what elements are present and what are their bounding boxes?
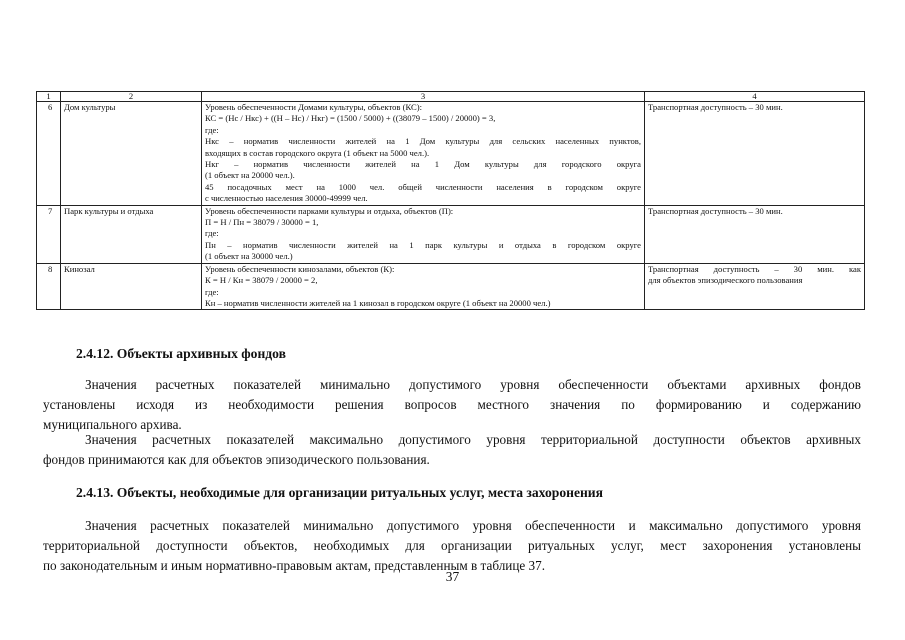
text-line: 45 посадочных мест на 1000 чел. общей численности населения в городском округе: [205, 181, 641, 192]
header-cell: 2: [61, 92, 202, 102]
text-line: где:: [205, 286, 219, 297]
object-name: Парк культуры и отдыха: [61, 205, 202, 263]
accessibility-cell: [645, 263, 865, 310]
table-row: [37, 205, 865, 263]
provision-cell: [202, 263, 645, 310]
text-line: Пн – норматив численности жителей на 1 парк культуры и отдыха в городском округе: [205, 239, 641, 250]
formula-line: КС = (Нс / Нкс) + ((Н – Нс) / Нкг) = (1500 / 5000) + ((38079 – 1500) / 20000) = 3,: [205, 113, 496, 124]
page-number: 37: [445, 569, 460, 584]
table-row: [37, 102, 865, 206]
text-line: (1 объект на 30000 чел.): [205, 251, 293, 262]
header-cell: 3: [202, 92, 645, 102]
text-line: где:: [205, 124, 219, 135]
text-line: Нкс – норматив численности жителей на 1 Дом культуры для сельских населенных пунктов,: [205, 136, 641, 147]
header-cell: 4: [645, 92, 865, 102]
paragraph: [43, 430, 861, 470]
paragraph: [43, 516, 861, 575]
provision-cell: [202, 205, 645, 263]
table-header-row: [37, 92, 865, 102]
paragraph-line: фондов принимаются как для объектов эпизодического пользования.: [43, 451, 430, 467]
norms-table: [36, 91, 865, 310]
paragraph-line: Значения расчетных показателей максимально допустимого уровня территориальной доступности объектов архивных: [85, 432, 861, 447]
row-number: 8: [37, 263, 61, 310]
header-cell: 1: [37, 92, 61, 102]
object-name: Дом культуры: [61, 102, 202, 206]
text-line: входящих в состав городского округа (1 объект на 5000 чел.).: [205, 147, 430, 158]
paragraph-line: Значения расчетных показателей минимально допустимого уровня обеспеченности и максимально допустимого уровня: [85, 518, 861, 533]
text-line: Уровень обеспеченности Домами культуры, объектов (КС):: [205, 102, 422, 112]
paragraph-line: территориальной доступности объектов, необходимых для организации ритуальных услуг, мест захоронения установлены: [43, 537, 861, 553]
text-line: Кн – норматив численности жителей на 1 кинозал в городском округе (1 объект на 20000 чел.): [205, 297, 551, 308]
formula-line: П = Н / Пн = 38079 / 30000 = 1,: [205, 217, 319, 228]
row-number: 6: [37, 102, 61, 206]
paragraph: [43, 375, 861, 434]
text-line: Транспортная доступность – 30 мин.: [648, 102, 783, 112]
text-line: с численностью населения 30000-49999 чел.: [205, 193, 368, 204]
text-line: для объектов эпизодического пользования: [648, 275, 803, 286]
paragraph-line: муниципального архива.: [43, 416, 182, 432]
table-row: [37, 263, 865, 310]
object-name: Кинозал: [61, 263, 202, 310]
text-line: Уровень обеспеченности кинозалами, объектов (К):: [205, 263, 395, 274]
text-line: (1 объект на 20000 чел.).: [205, 170, 295, 181]
text-line: Транспортная доступность – 30 мин. как: [648, 263, 861, 274]
text-line: где:: [205, 228, 219, 239]
text-line: Нкг – норматив численности жителей на 1 Дом культуры для городского округа: [205, 159, 641, 170]
row-number: 7: [37, 205, 61, 263]
paragraph-line: установлены исходя из необходимости решения вопросов местного значения по формированию и содержанию: [43, 396, 861, 412]
paragraph-line: по законодательным и иным нормативно-правовым актам, представленным в таблице 37.: [43, 557, 546, 573]
formula-line: К = Н / Кн = 38079 / 20000 = 2,: [205, 275, 318, 286]
provision-cell: [202, 102, 645, 206]
accessibility-cell: [645, 205, 865, 263]
section-heading-archives: 2.4.12. Объекты архивных фондов: [76, 346, 286, 361]
accessibility-cell: [645, 102, 865, 206]
text-line: Уровень обеспеченности парками культуры и отдыха, объектов (П):: [205, 205, 454, 216]
section-heading-ritual-services: 2.4.13. Объекты, необходимые для организации ритуальных услуг, места захоронения: [76, 485, 603, 500]
paragraph-line: Значения расчетных показателей минимально допустимого уровня обеспеченности объектами архивных фондов: [85, 377, 861, 392]
text-line: Транспортная доступность – 30 мин.: [648, 205, 783, 216]
